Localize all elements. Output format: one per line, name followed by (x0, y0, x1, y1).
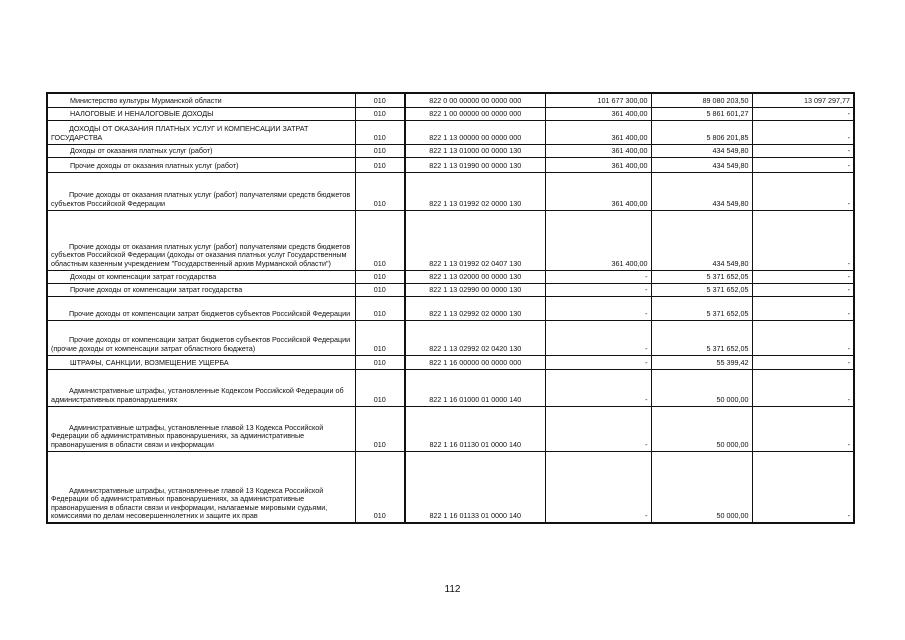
row-remaining: - (752, 369, 854, 406)
row-code: 010 (355, 296, 405, 320)
row-executed: 50 000,00 (651, 369, 752, 406)
row-approved: - (545, 369, 651, 406)
table-row (47, 144, 854, 157)
row-remaining: - (752, 144, 854, 157)
row-name: Министерство культуры Мурманской области (47, 93, 355, 107)
row-kbk: 822 1 13 01992 02 0407 130 (405, 210, 545, 270)
row-code: 010 (355, 144, 405, 157)
row-kbk: 822 1 16 01130 01 0000 140 (405, 406, 545, 451)
row-name: ДОХОДЫ ОТ ОКАЗАНИЯ ПЛАТНЫХ УСЛУГ И КОМПЕНСАЦИИ ЗАТРАТ ГОСУДАРСТВА (47, 120, 355, 144)
row-kbk: 822 1 13 00000 00 0000 000 (405, 120, 545, 144)
row-name: Прочие доходы от компенсации затрат государства (47, 283, 355, 296)
row-approved: - (545, 406, 651, 451)
row-remaining: - (752, 296, 854, 320)
row-executed: 5 861 601,27 (651, 107, 752, 120)
row-approved: 361 400,00 (545, 144, 651, 157)
row-kbk: 822 1 13 02000 00 0000 130 (405, 270, 545, 283)
row-executed: 5 371 652,05 (651, 296, 752, 320)
table-row (47, 406, 854, 451)
row-name: ШТРАФЫ, САНКЦИИ, ВОЗМЕЩЕНИЕ УЩЕРБА (47, 355, 355, 369)
table-row (47, 320, 854, 355)
row-code: 010 (355, 107, 405, 120)
row-code: 010 (355, 172, 405, 210)
row-remaining: 13 097 297,77 (752, 93, 854, 107)
row-approved: - (545, 355, 651, 369)
row-name: Административные штрафы, установленные Кодексом Российской Федерации об административных правонарушениях (47, 369, 355, 406)
row-approved: - (545, 283, 651, 296)
row-executed: 434 549,80 (651, 144, 752, 157)
row-name: Прочие доходы от компенсации затрат бюджетов субъектов Российской Федерации (47, 296, 355, 320)
row-remaining: - (752, 320, 854, 355)
row-name: Прочие доходы от оказания платных услуг (работ) получателями средств бюджетов субъектов Российской Федерации (доходы от оказания платных услуг Государственным областным казенным учреждением "Государственный архив Мурманской области") (47, 210, 355, 270)
row-approved: 361 400,00 (545, 210, 651, 270)
row-kbk: 822 1 13 01992 02 0000 130 (405, 172, 545, 210)
row-kbk: 822 1 13 01000 00 0000 130 (405, 144, 545, 157)
row-name: Прочие доходы от оказания платных услуг (работ) (47, 157, 355, 172)
table-row (47, 369, 854, 406)
table-row (47, 93, 854, 107)
row-remaining: - (752, 270, 854, 283)
table-row (47, 283, 854, 296)
row-remaining: - (752, 283, 854, 296)
row-approved: 361 400,00 (545, 107, 651, 120)
row-kbk: 822 1 16 01133 01 0000 140 (405, 451, 545, 523)
row-remaining: - (752, 355, 854, 369)
row-kbk: 822 1 13 02990 00 0000 130 (405, 283, 545, 296)
page-number: 112 (444, 584, 461, 595)
table-row (47, 296, 854, 320)
row-code: 010 (355, 270, 405, 283)
row-name: Прочие доходы от оказания платных услуг (работ) получателями средств бюджетов субъектов Российской Федерации (47, 172, 355, 210)
row-approved: 361 400,00 (545, 172, 651, 210)
row-executed: 5 371 652,05 (651, 270, 752, 283)
row-approved: - (545, 320, 651, 355)
row-executed: 5 806 201,85 (651, 120, 752, 144)
row-code: 010 (355, 93, 405, 107)
row-approved: 101 677 300,00 (545, 93, 651, 107)
row-kbk: 822 1 13 01990 00 0000 130 (405, 157, 545, 172)
table-row (47, 107, 854, 120)
row-code: 010 (355, 355, 405, 369)
row-name: Прочие доходы от компенсации затрат бюджетов субъектов Российской Федерации (прочие доходы от компенсации затрат областного бюджета) (47, 320, 355, 355)
row-remaining: - (752, 451, 854, 523)
row-executed: 5 371 652,05 (651, 320, 752, 355)
table-row (47, 210, 854, 270)
row-kbk: 822 1 00 00000 00 0000 000 (405, 107, 545, 120)
table-row (47, 270, 854, 283)
row-executed: 50 000,00 (651, 451, 752, 523)
row-code: 010 (355, 369, 405, 406)
row-code: 010 (355, 157, 405, 172)
row-approved: - (545, 451, 651, 523)
row-approved: - (545, 270, 651, 283)
row-code: 010 (355, 406, 405, 451)
row-executed: 434 549,80 (651, 172, 752, 210)
table-row (47, 451, 854, 523)
row-kbk: 822 0 00 00000 00 0000 000 (405, 93, 545, 107)
row-name: Доходы от оказания платных услуг (работ) (47, 144, 355, 157)
row-remaining: - (752, 107, 854, 120)
row-code: 010 (355, 283, 405, 296)
table-row (47, 355, 854, 369)
row-remaining: - (752, 210, 854, 270)
row-executed: 50 000,00 (651, 406, 752, 451)
row-approved: - (545, 296, 651, 320)
row-executed: 434 549,80 (651, 210, 752, 270)
row-kbk: 822 1 16 01000 01 0000 140 (405, 369, 545, 406)
row-approved: 361 400,00 (545, 157, 651, 172)
row-remaining: - (752, 120, 854, 144)
row-remaining: - (752, 406, 854, 451)
row-approved: 361 400,00 (545, 120, 651, 144)
row-kbk: 822 1 13 02992 02 0000 130 (405, 296, 545, 320)
row-kbk: 822 1 13 02992 02 0420 130 (405, 320, 545, 355)
table-row (47, 120, 854, 144)
row-name: Административные штрафы, установленные главой 13 Кодекса Российской Федерации об административных правонарушениях, за административные правонарушения в области связи и информации (47, 406, 355, 451)
row-code: 010 (355, 451, 405, 523)
row-name: НАЛОГОВЫЕ И НЕНАЛОГОВЫЕ ДОХОДЫ (47, 107, 355, 120)
row-code: 010 (355, 120, 405, 144)
row-executed: 89 080 203,50 (651, 93, 752, 107)
row-code: 010 (355, 320, 405, 355)
row-remaining: - (752, 157, 854, 172)
row-name: Доходы от компенсации затрат государства (47, 270, 355, 283)
row-code: 010 (355, 210, 405, 270)
table-row (47, 157, 854, 172)
row-executed: 434 549,80 (651, 157, 752, 172)
row-remaining: - (752, 172, 854, 210)
row-executed: 55 399,42 (651, 355, 752, 369)
row-executed: 5 371 652,05 (651, 283, 752, 296)
table-row (47, 172, 854, 210)
revenue-table (46, 92, 855, 524)
row-name: Административные штрафы, установленные главой 13 Кодекса Российской Федерации об административных правонарушениях, за административные правонарушения в области связи и информации, налагаемые мировыми судьями, комиссиями по делам несовершеннолетних и защите их прав (47, 451, 355, 523)
row-kbk: 822 1 16 00000 00 0000 000 (405, 355, 545, 369)
